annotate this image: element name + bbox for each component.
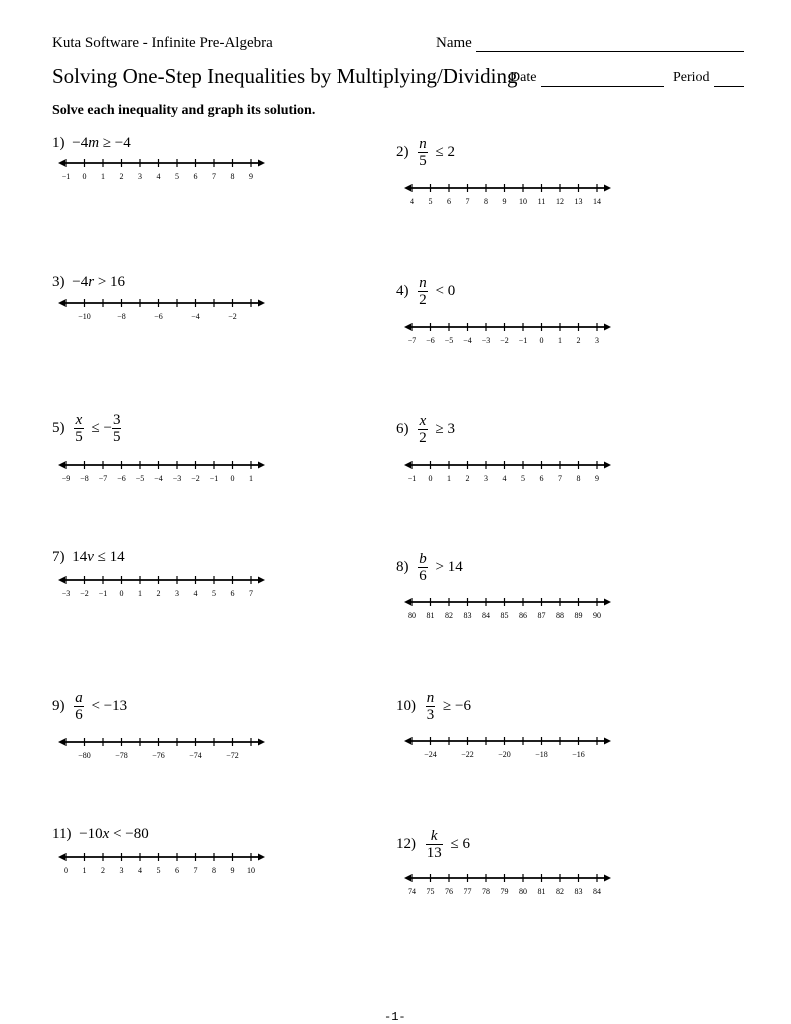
left-arrow-icon <box>58 854 65 861</box>
tick-label: 8 <box>576 474 581 483</box>
tick-label: −2 <box>500 336 509 345</box>
tick-label: 89 <box>574 611 583 620</box>
tick-label: 8 <box>484 197 488 206</box>
coefficient: 14 <box>72 549 88 565</box>
tick-label: −4 <box>154 474 163 483</box>
tick-label: −1 <box>61 172 71 181</box>
problem-11 <box>52 826 149 843</box>
number-line-1[interactable] <box>58 154 278 186</box>
tick-label: 9 <box>230 866 235 875</box>
number-line-10[interactable] <box>404 732 624 764</box>
tick-label: 7 <box>212 172 216 181</box>
tick-label: 6 <box>447 197 451 206</box>
problem-8 <box>396 551 463 584</box>
relation: ≤ 6 <box>450 836 470 852</box>
fraction: $\frac{x}{5}$ <box>75 412 83 445</box>
tick-label: 2 <box>465 474 470 483</box>
tick-label: 6 <box>175 866 179 875</box>
date-field[interactable] <box>541 70 664 87</box>
left-arrow-icon <box>404 599 411 606</box>
tick-label: −1 <box>518 336 528 345</box>
publisher-label: Kuta Software - Infinite Pre-Algebra <box>52 35 273 51</box>
tick-label: 5 <box>212 589 216 598</box>
problem-number: 2) <box>396 143 409 160</box>
tick-label: 1 <box>249 474 253 483</box>
right-arrow-icon <box>258 300 265 307</box>
tick-label: 0 <box>230 474 235 483</box>
fraction-rhs: $\frac{3}{5}$ <box>112 412 121 445</box>
tick-label: 4 <box>410 197 414 206</box>
problem-number: 5) <box>52 419 65 436</box>
fraction: $\frac{n}{2}$ <box>419 275 427 308</box>
tick-label: −1 <box>209 474 219 483</box>
number-line-4[interactable] <box>404 318 624 350</box>
tick-label: 9 <box>502 197 507 206</box>
tick-label: 84 <box>482 611 490 620</box>
tick-label: 7 <box>193 866 198 875</box>
tick-label: 4 <box>193 589 198 598</box>
fraction: $\frac{b}{6}$ <box>419 551 427 584</box>
tick-label: 14 <box>593 197 601 206</box>
variable: m <box>88 135 100 151</box>
tick-label: 11 <box>537 197 546 206</box>
fraction: $\frac{n}{3}$ <box>426 690 435 723</box>
instructions: Solve each inequality and graph its solution. <box>52 103 316 118</box>
period-label: Period <box>673 70 710 85</box>
relation: < −13 <box>91 698 128 714</box>
problem-1 <box>52 135 131 152</box>
tick-label: 0 <box>428 474 433 483</box>
date-label: Date <box>510 70 537 85</box>
tick-label: 2 <box>101 866 105 875</box>
page-number: -1- <box>384 1010 406 1024</box>
tick-label: −5 <box>444 336 454 345</box>
problem-number: 1) <box>52 135 65 151</box>
tick-label: 77 <box>463 887 472 896</box>
right-arrow-icon <box>258 462 265 469</box>
tick-label: 6 <box>193 172 198 181</box>
left-arrow-icon <box>58 462 65 469</box>
tick-label: 5 <box>521 474 525 483</box>
tick-label: 78 <box>482 887 490 896</box>
tick-label: 5 <box>175 172 179 181</box>
name-label: Name <box>436 35 472 51</box>
tick-label: 1 <box>447 474 451 483</box>
tick-label: −2 <box>228 312 237 321</box>
relation: > 16 <box>97 274 126 290</box>
tick-label: 2 <box>576 336 581 345</box>
relation: ≥ −6 <box>443 698 471 714</box>
tick-label: 4 <box>138 866 142 875</box>
tick-label: −20 <box>498 750 511 759</box>
tick-label: 6 <box>539 474 544 483</box>
relation: ≤ − <box>91 420 112 436</box>
tick-label: 4 <box>156 172 161 181</box>
problem-10 <box>396 690 471 723</box>
tick-label: 5 <box>156 866 161 875</box>
problem-3 <box>52 274 125 291</box>
fraction: $\frac{a}{6}$ <box>75 690 83 723</box>
tick-label: 75 <box>426 887 435 896</box>
tick-label: −5 <box>135 474 145 483</box>
number-line-9[interactable] <box>58 733 278 765</box>
problem-number: 7) <box>52 549 65 565</box>
tick-label: 81 <box>537 887 546 896</box>
tick-label: 12 <box>556 197 564 206</box>
left-arrow-icon <box>58 739 65 746</box>
tick-label: 13 <box>574 197 583 206</box>
tick-label: 0 <box>119 589 124 598</box>
right-arrow-icon <box>604 599 611 606</box>
number-line-8[interactable] <box>404 593 624 625</box>
tick-label: 86 <box>519 611 527 620</box>
tick-label: 2 <box>156 589 161 598</box>
tick-label: 7 <box>558 474 562 483</box>
right-arrow-icon <box>258 577 265 584</box>
problem-4 <box>396 275 455 308</box>
problem-number: 8) <box>396 558 409 575</box>
problem-number: 4) <box>396 282 409 299</box>
tick-label: 3 <box>484 474 488 483</box>
number-line-6[interactable] <box>404 456 624 488</box>
name-field[interactable] <box>476 35 744 52</box>
coefficient: −4 <box>72 274 89 290</box>
left-arrow-icon <box>404 875 411 882</box>
right-arrow-icon <box>604 738 611 745</box>
problem-number: 9) <box>52 697 65 714</box>
tick-label: −74 <box>189 751 202 760</box>
tick-label: 3 <box>595 336 599 345</box>
tick-label: −2 <box>80 589 89 598</box>
tick-label: −4 <box>191 312 200 321</box>
tick-label: 88 <box>556 611 564 620</box>
tick-label: 9 <box>249 172 253 181</box>
tick-label: −9 <box>61 474 71 483</box>
right-arrow-icon <box>604 324 611 331</box>
tick-label: 10 <box>247 866 255 875</box>
problem-number: 12) <box>396 835 416 852</box>
tick-label: −3 <box>172 474 182 483</box>
right-arrow-icon <box>258 854 265 861</box>
tick-label: −3 <box>481 336 491 345</box>
tick-label: 80 <box>519 887 527 896</box>
tick-label: 76 <box>445 887 453 896</box>
tick-label: 82 <box>556 887 564 896</box>
left-arrow-icon <box>404 324 411 331</box>
left-arrow-icon <box>404 185 411 192</box>
tick-label: 8 <box>230 172 235 181</box>
relation: ≤ 14 <box>97 549 125 565</box>
tick-label: −78 <box>115 751 128 760</box>
tick-label: −10 <box>78 312 91 321</box>
tick-label: 0 <box>82 172 87 181</box>
tick-label: 7 <box>465 197 470 206</box>
tick-label: 7 <box>249 589 253 598</box>
tick-label: −16 <box>572 750 585 759</box>
problem-number: 10) <box>396 697 416 714</box>
tick-label: 90 <box>593 611 601 620</box>
tick-label: 3 <box>175 589 179 598</box>
tick-label: 83 <box>574 887 583 896</box>
tick-label: −6 <box>426 336 435 345</box>
coefficient: −10 <box>79 826 103 842</box>
relation: < 0 <box>435 283 456 299</box>
left-arrow-icon <box>404 462 411 469</box>
tick-label: 83 <box>463 611 472 620</box>
tick-label: −3 <box>61 589 71 598</box>
coefficient: −4 <box>72 135 89 151</box>
problem-2 <box>396 136 455 169</box>
number-line-11[interactable] <box>58 848 278 880</box>
tick-label: 8 <box>212 866 216 875</box>
tick-label: 84 <box>593 887 601 896</box>
tick-label: −2 <box>191 474 200 483</box>
tick-label: 6 <box>230 589 235 598</box>
problem-12 <box>396 828 470 861</box>
fraction: $\frac{n}{5}$ <box>419 136 427 169</box>
right-arrow-icon <box>258 160 265 167</box>
left-arrow-icon <box>58 300 65 307</box>
tick-label: −72 <box>226 751 239 760</box>
tick-label: 0 <box>64 866 68 875</box>
tick-label: −7 <box>98 474 108 483</box>
left-arrow-icon <box>58 577 65 584</box>
relation: ≤ 2 <box>435 144 455 160</box>
right-arrow-icon <box>604 185 611 192</box>
relation: ≥ 3 <box>435 421 455 437</box>
problem-number: 6) <box>396 420 409 437</box>
tick-label: 85 <box>500 611 509 620</box>
left-arrow-icon <box>58 160 65 167</box>
problem-7 <box>52 549 125 566</box>
tick-label: 81 <box>426 611 435 620</box>
worksheet-title: Solving One-Step Inequalities by Multiplying/Dividing <box>52 64 518 88</box>
tick-label: −18 <box>535 750 548 759</box>
right-arrow-icon <box>258 739 265 746</box>
tick-label: −1 <box>98 589 108 598</box>
tick-label: −24 <box>424 750 437 759</box>
tick-label: −4 <box>463 336 472 345</box>
tick-label: 5 <box>428 197 433 206</box>
right-arrow-icon <box>604 462 611 469</box>
tick-label: 1 <box>82 866 87 875</box>
tick-label: 87 <box>537 611 546 620</box>
problem-number: 11) <box>52 826 72 842</box>
tick-label: 3 <box>119 866 124 875</box>
tick-label: −6 <box>154 312 163 321</box>
relation: < −80 <box>113 826 149 842</box>
left-arrow-icon <box>404 738 411 745</box>
tick-label: −6 <box>117 474 126 483</box>
tick-label: −76 <box>152 751 165 760</box>
relation: ≥ −4 <box>102 135 131 151</box>
fraction: $\frac{x}{2}$ <box>419 413 427 446</box>
tick-label: −8 <box>80 474 89 483</box>
tick-label: 4 <box>502 474 507 483</box>
variable: v <box>87 549 94 565</box>
tick-label: 0 <box>539 336 544 345</box>
tick-label: −8 <box>117 312 126 321</box>
number-line-3[interactable] <box>58 294 278 326</box>
tick-label: −7 <box>407 336 417 345</box>
tick-label: 80 <box>408 611 416 620</box>
variable: x <box>102 826 110 842</box>
problem-5 <box>52 412 121 445</box>
tick-label: 10 <box>519 197 527 206</box>
fraction: $\frac{k}{13}$ <box>426 828 442 861</box>
number-line-2[interactable] <box>404 179 624 211</box>
relation: > 14 <box>435 559 463 575</box>
tick-label: 1 <box>138 589 142 598</box>
tick-label: 2 <box>119 172 124 181</box>
problem-6 <box>396 413 455 446</box>
right-arrow-icon <box>604 875 611 882</box>
tick-label: 3 <box>138 172 142 181</box>
number-line-7[interactable] <box>58 571 278 603</box>
tick-label: 1 <box>101 172 105 181</box>
tick-label: 1 <box>558 336 562 345</box>
problem-9 <box>52 690 127 723</box>
variable: r <box>88 274 95 290</box>
tick-label: 79 <box>500 887 509 896</box>
tick-label: 9 <box>595 474 599 483</box>
period-field[interactable] <box>714 70 744 87</box>
tick-label: −80 <box>78 751 91 760</box>
problem-number: 3) <box>52 274 65 290</box>
number-line-5[interactable] <box>58 456 278 488</box>
tick-label: −22 <box>461 750 474 759</box>
tick-label: 82 <box>445 611 453 620</box>
number-line-12[interactable] <box>404 869 624 901</box>
tick-label: 74 <box>408 887 416 896</box>
tick-label: −1 <box>407 474 417 483</box>
